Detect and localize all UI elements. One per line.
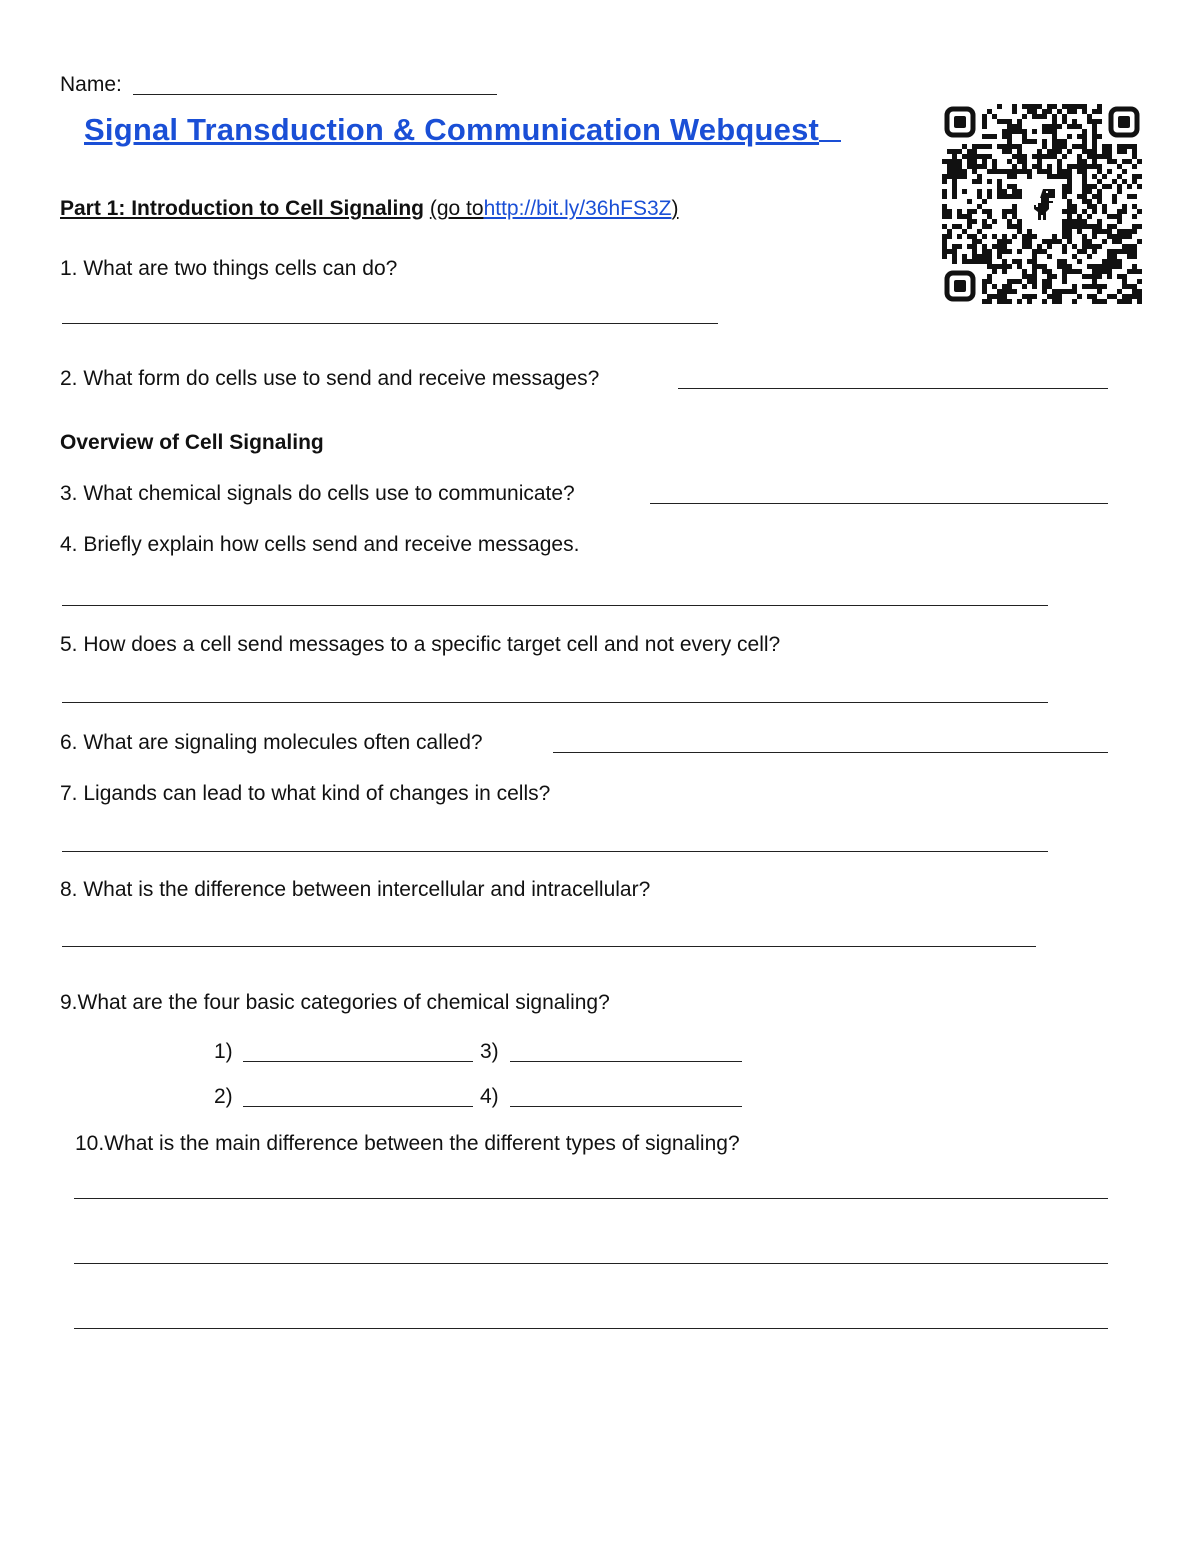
answer-line-2[interactable] bbox=[678, 388, 1108, 389]
question-6: 6. What are signaling molecules often called? bbox=[60, 731, 483, 754]
go-to-suffix: ) bbox=[671, 197, 679, 220]
worksheet-title bbox=[84, 112, 841, 148]
question-1: 1. What are two things cells can do? bbox=[60, 257, 398, 280]
answer-line-10a[interactable] bbox=[74, 1198, 1108, 1199]
category-label-3: 3) bbox=[480, 1040, 499, 1063]
answer-line-4[interactable] bbox=[62, 605, 1048, 606]
category-line-3[interactable] bbox=[510, 1061, 742, 1062]
question-10: 10.What is the main difference between the different types of signaling? bbox=[75, 1132, 740, 1155]
question-7: 7. Ligands can lead to what kind of changes in cells? bbox=[60, 782, 551, 805]
dinosaur-icon bbox=[1026, 184, 1058, 224]
name-field[interactable] bbox=[133, 94, 497, 95]
name-label: Name: bbox=[60, 73, 122, 96]
question-8: 8. What is the difference between intercellular and intracellular? bbox=[60, 878, 651, 901]
category-line-4[interactable] bbox=[510, 1106, 742, 1107]
question-5: 5. How does a cell send messages to a specific target cell and not every cell? bbox=[60, 633, 781, 656]
qr-code-icon[interactable] bbox=[942, 104, 1142, 304]
answer-line-5[interactable] bbox=[62, 702, 1048, 703]
question-3: 3. What chemical signals do cells use to communicate? bbox=[60, 482, 575, 505]
question-4: 4. Briefly explain how cells send and receive messages. bbox=[60, 533, 580, 556]
worksheet-title-text: Signal Transduction & Communication Webquest bbox=[84, 112, 820, 147]
question-2: 2. What form do cells use to send and receive messages? bbox=[60, 367, 600, 390]
category-label-4: 4) bbox=[480, 1085, 499, 1108]
part1-heading-row bbox=[60, 196, 679, 222]
answer-line-6[interactable] bbox=[553, 752, 1108, 753]
answer-line-10c[interactable] bbox=[74, 1328, 1108, 1329]
overview-heading: Overview of Cell Signaling bbox=[60, 431, 324, 454]
category-label-2: 2) bbox=[214, 1085, 233, 1108]
answer-line-1[interactable] bbox=[62, 323, 718, 324]
title-underline-tail bbox=[819, 112, 841, 142]
category-line-1[interactable] bbox=[243, 1061, 473, 1062]
answer-line-7[interactable] bbox=[62, 851, 1048, 852]
answer-line-3[interactable] bbox=[650, 503, 1108, 504]
part1-heading: Part 1: Introduction to Cell Signaling bbox=[60, 197, 425, 220]
go-to-prefix: (go to bbox=[429, 197, 484, 220]
answer-line-8[interactable] bbox=[62, 946, 1036, 947]
category-label-1: 1) bbox=[214, 1040, 233, 1063]
question-9: 9.What are the four basic categories of chemical signaling? bbox=[60, 991, 610, 1014]
webquest-link[interactable]: http://bit.ly/36hFS3Z bbox=[483, 197, 672, 220]
category-line-2[interactable] bbox=[243, 1106, 473, 1107]
answer-line-10b[interactable] bbox=[74, 1263, 1108, 1264]
